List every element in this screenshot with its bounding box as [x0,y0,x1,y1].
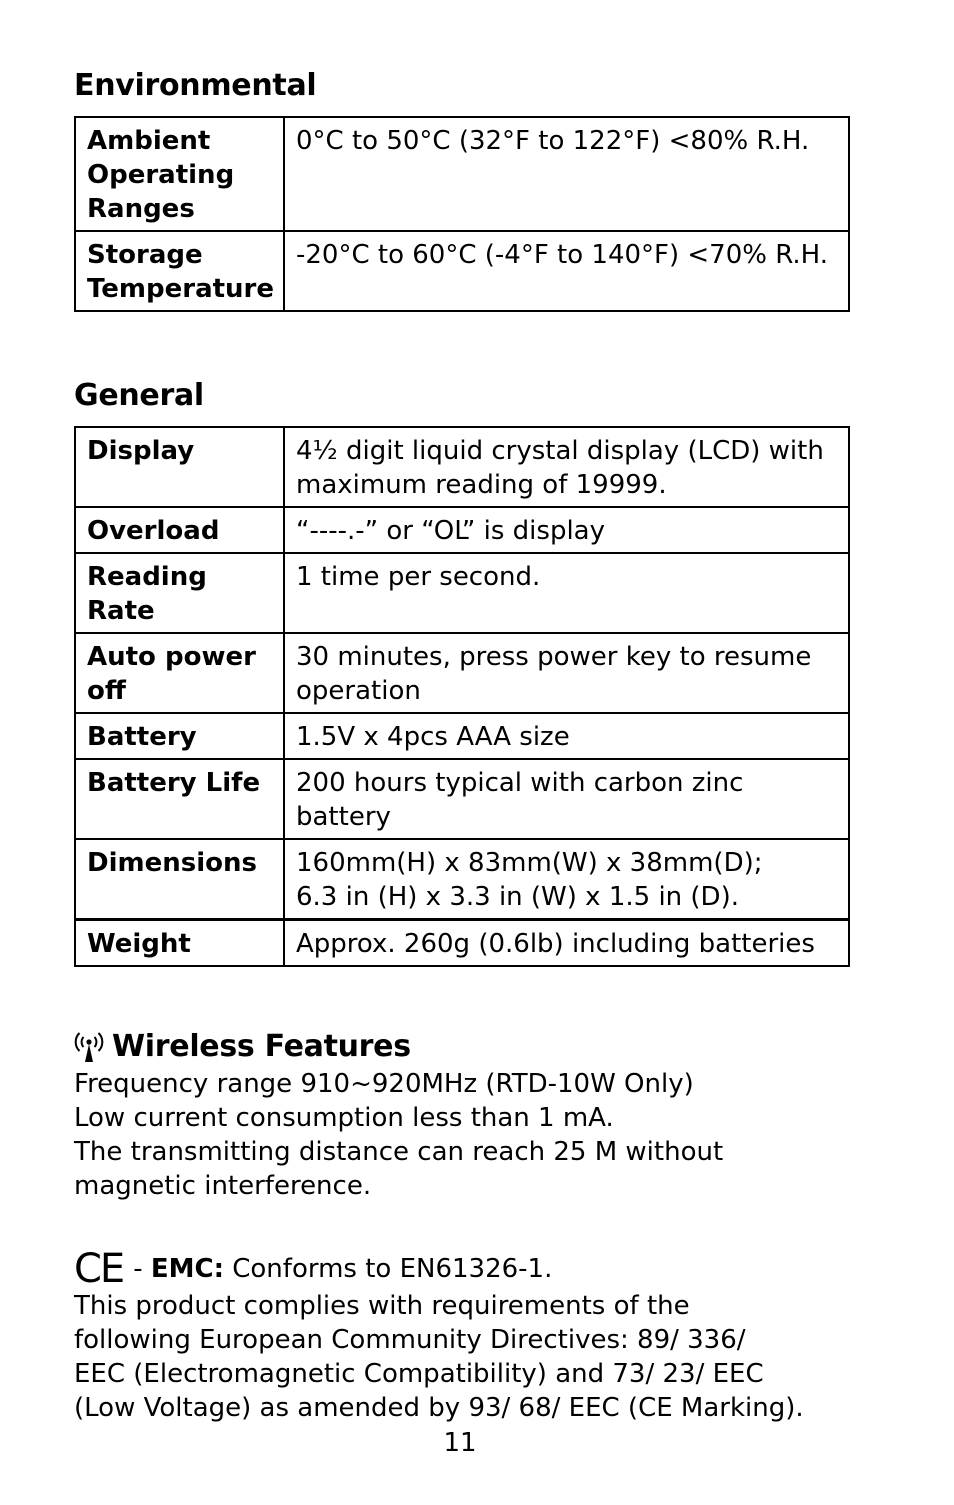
emc-section [74,1246,850,1425]
environmental-table [74,116,850,312]
emc-separator: - [133,1254,143,1284]
spec-label: Ambient Operating Ranges [75,117,284,231]
table-row [75,117,849,231]
spec-label: Display [75,427,284,507]
wireless-line: magnetic interference. [74,1171,372,1201]
table-row [75,839,849,920]
spec-label: Auto power off [75,633,284,713]
spec-value: 30 minutes, press power key to resume operation [284,633,849,713]
spec-label: Weight [75,920,284,967]
table-row [75,920,849,967]
spec-value: 200 hours typical with carbon zinc battery [284,759,849,839]
spec-value: 1 time per second. [284,553,849,633]
environmental-heading: Environmental [74,68,317,103]
emc-heading-row [74,1246,850,1292]
wireless-section [74,1027,850,1203]
spec-label: Battery Life [75,759,284,839]
general-heading: General [74,378,204,413]
spec-value: Approx. 260g (0.6lb) including batteries [284,920,849,967]
spec-value: 4½ digit liquid crystal display (LCD) with maximum reading of 19999. [284,427,849,507]
emc-line: (Low Voltage) as amended by 93/ 68/ EEC (CE Marking). [74,1393,804,1423]
emc-text: Conforms to EN61326-1. [232,1254,553,1284]
table-row [75,507,849,553]
spec-value [284,839,849,920]
spec-label: Reading Rate [75,553,284,633]
wireless-line: Frequency range 910~920MHz (RTD-10W Only) [74,1069,694,1099]
table-row [75,713,849,759]
wireless-line: The transmitting distance can reach 25 M without [74,1137,724,1167]
table-row [75,231,849,311]
spec-value: “----.-” or “OL” is display [284,507,849,553]
table-row [75,553,849,633]
emc-line: following European Community Directives: 89/ 336/ [74,1325,746,1355]
wireless-line: Low current consumption less than 1 mA. [74,1103,614,1133]
general-table [74,426,850,967]
emc-label: EMC: [150,1254,224,1284]
manual-page [74,66,850,1425]
spec-value: 1.5V x 4pcs AAA size [284,713,849,759]
spec-value: -20°C to 60°C (-4°F to 140°F) <70% R.H. [284,231,849,311]
ce-mark-icon: CE [74,1246,124,1292]
spec-label: Storage Temperature [75,231,284,311]
emc-line: This product complies with requirements of the [74,1291,690,1321]
wireless-heading-row [74,1027,850,1067]
spec-label: Battery [75,713,284,759]
spec-value: 0°C to 50°C (32°F to 122°F) <80% R.H. [284,117,849,231]
spec-label: Overload [75,507,284,553]
spec-label: Dimensions [75,839,284,920]
spec-value-line: 160mm(H) x 83mm(W) x 38mm(D); [296,848,763,878]
table-row [75,633,849,713]
page-number: 11 [443,1428,477,1458]
emc-line: EEC (Electromagnetic Compatibility) and 73/ 23/ EEC [74,1359,764,1389]
table-row [75,759,849,839]
wireless-heading: Wireless Features [112,1029,411,1064]
wireless-antenna-icon [74,1030,104,1064]
table-row [75,427,849,507]
spec-value-line: 6.3 in (H) x 3.3 in (W) x 1.5 in (D). [296,882,739,912]
